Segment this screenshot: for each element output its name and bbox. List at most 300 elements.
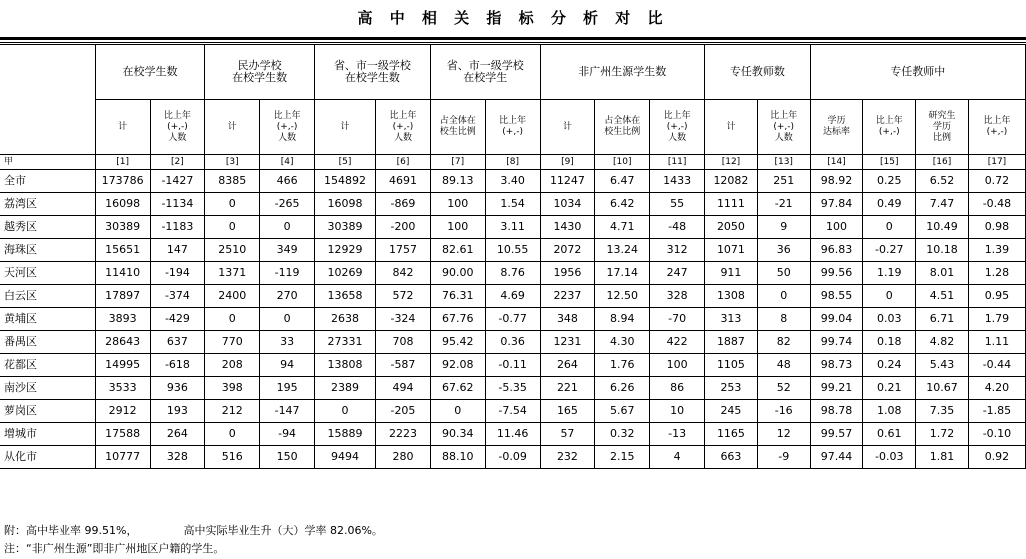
corner-cell xyxy=(0,45,95,155)
table-cell: 2237 xyxy=(540,285,595,308)
table-cell: 0.03 xyxy=(863,308,916,331)
table-cell: 16098 xyxy=(315,193,376,216)
district-name: 白云区 xyxy=(0,285,95,308)
table-cell: 195 xyxy=(260,377,315,400)
table-cell: 1887 xyxy=(705,331,758,354)
table-cell: 3.40 xyxy=(485,170,540,193)
table-cell: 313 xyxy=(705,308,758,331)
table-cell: 14995 xyxy=(95,354,150,377)
sub-header-9: 占全体在 校生比例 xyxy=(595,100,650,155)
table-cell: 1.08 xyxy=(863,400,916,423)
table-cell: 328 xyxy=(650,285,705,308)
table-cell: 5.67 xyxy=(595,400,650,423)
table-cell: 97.44 xyxy=(810,446,863,469)
table-cell: 708 xyxy=(376,331,431,354)
table-cell: 3.11 xyxy=(485,216,540,239)
table-cell: 30389 xyxy=(95,216,150,239)
table-cell: 280 xyxy=(376,446,431,469)
table-cell: 2638 xyxy=(315,308,376,331)
table-cell: 11247 xyxy=(540,170,595,193)
table-cell: -0.77 xyxy=(485,308,540,331)
column-code: 甲 xyxy=(0,155,95,170)
table-cell: -869 xyxy=(376,193,431,216)
table-cell: 0.18 xyxy=(863,331,916,354)
table-cell: 6.42 xyxy=(595,193,650,216)
table-row xyxy=(0,377,1026,400)
table-cell: 1.79 xyxy=(968,308,1025,331)
table-cell: 0 xyxy=(430,400,485,423)
table-cell: 1165 xyxy=(705,423,758,446)
table-cell: 90.00 xyxy=(430,262,485,285)
table-cell: -587 xyxy=(376,354,431,377)
table-cell: 4 xyxy=(650,446,705,469)
table-cell: 12 xyxy=(757,423,810,446)
table-cell: 3533 xyxy=(95,377,150,400)
table-cell: 663 xyxy=(705,446,758,469)
table-row xyxy=(0,170,1026,193)
table-cell: 348 xyxy=(540,308,595,331)
column-code: [16] xyxy=(916,155,969,170)
header-group-2: 省、市一级学校 在校学生数 xyxy=(315,45,431,100)
table-cell: 4.30 xyxy=(595,331,650,354)
table-cell: 2.15 xyxy=(595,446,650,469)
table-cell: 90.34 xyxy=(430,423,485,446)
table-cell: 4.69 xyxy=(485,285,540,308)
table-cell: 96.83 xyxy=(810,239,863,262)
table-cell: -9 xyxy=(757,446,810,469)
table-cell: 842 xyxy=(376,262,431,285)
table-cell: 13808 xyxy=(315,354,376,377)
sub-header-3: 比上年 (+,-) 人数 xyxy=(260,100,315,155)
table-cell: 1.54 xyxy=(485,193,540,216)
page-title: 高 中 相 关 指 标 分 析 对 比 xyxy=(357,9,669,27)
table-cell: 0.36 xyxy=(485,331,540,354)
table-cell: 328 xyxy=(150,446,205,469)
table-cell: 232 xyxy=(540,446,595,469)
table-cell: 12.50 xyxy=(595,285,650,308)
table-cell: 245 xyxy=(705,400,758,423)
table-cell: 0.24 xyxy=(863,354,916,377)
table-cell: 4.71 xyxy=(595,216,650,239)
table-cell: 247 xyxy=(650,262,705,285)
table-cell: 0.95 xyxy=(968,285,1025,308)
header-group-row xyxy=(0,45,1026,100)
table-cell: 4691 xyxy=(376,170,431,193)
table-cell: 88.10 xyxy=(430,446,485,469)
table-cell: 8385 xyxy=(205,170,260,193)
table-cell: -147 xyxy=(260,400,315,423)
district-name: 黄埔区 xyxy=(0,308,95,331)
table-cell: 97.84 xyxy=(810,193,863,216)
table-cell: 48 xyxy=(757,354,810,377)
table-cell: -265 xyxy=(260,193,315,216)
table-cell: 0 xyxy=(260,216,315,239)
table-cell: 1034 xyxy=(540,193,595,216)
district-name: 增城市 xyxy=(0,423,95,446)
sub-header-1: 比上年 (+,-) 人数 xyxy=(150,100,205,155)
sub-header-4: 计 xyxy=(315,100,376,155)
table-cell: -0.44 xyxy=(968,354,1025,377)
table-cell: -194 xyxy=(150,262,205,285)
table-cell: 8 xyxy=(757,308,810,331)
title-bar xyxy=(0,0,1026,36)
table-cell: -0.03 xyxy=(863,446,916,469)
table-cell: 55 xyxy=(650,193,705,216)
table-cell: -374 xyxy=(150,285,205,308)
table-cell: 28643 xyxy=(95,331,150,354)
enrollment-rate-note: 高中实际毕业生升（大）学率 82.06%。 xyxy=(183,524,383,537)
district-name: 全市 xyxy=(0,170,95,193)
table-cell: -618 xyxy=(150,354,205,377)
table-cell: 0 xyxy=(260,308,315,331)
indicator-table xyxy=(0,44,1026,469)
table-cell: -1183 xyxy=(150,216,205,239)
table-cell: 100 xyxy=(650,354,705,377)
sub-header-5: 比上年 (+,-) 人数 xyxy=(376,100,431,155)
table-cell: 7.35 xyxy=(916,400,969,423)
table-cell: 17.14 xyxy=(595,262,650,285)
table-cell: 2389 xyxy=(315,377,376,400)
table-cell: -119 xyxy=(260,262,315,285)
table-row xyxy=(0,446,1026,469)
table-cell: 0.98 xyxy=(968,216,1025,239)
table-cell: 1.39 xyxy=(968,239,1025,262)
table-cell: 0.72 xyxy=(968,170,1025,193)
table-cell: 1430 xyxy=(540,216,595,239)
table-cell: 165 xyxy=(540,400,595,423)
table-cell: 154892 xyxy=(315,170,376,193)
sub-header-13: 学历 达标率 xyxy=(810,100,863,155)
table-cell: 1.28 xyxy=(968,262,1025,285)
table-cell: 76.31 xyxy=(430,285,485,308)
table-cell: 6.47 xyxy=(595,170,650,193)
header-group-3: 省、市一级学校 在校学生 xyxy=(430,45,540,100)
table-cell: 10.18 xyxy=(916,239,969,262)
table-cell: 98.92 xyxy=(810,170,863,193)
column-code: [15] xyxy=(863,155,916,170)
table-cell: 50 xyxy=(757,262,810,285)
column-code: [2] xyxy=(150,155,205,170)
table-cell: 11410 xyxy=(95,262,150,285)
header-group-1: 民办学校 在校学生数 xyxy=(205,45,315,100)
table-cell: 15651 xyxy=(95,239,150,262)
column-code: [13] xyxy=(757,155,810,170)
header-sub-row xyxy=(0,100,1026,155)
sub-header-14: 比上年 (+,-) xyxy=(863,100,916,155)
table-cell: -0.48 xyxy=(968,193,1025,216)
table-cell: 89.13 xyxy=(430,170,485,193)
table-cell: 2400 xyxy=(205,285,260,308)
table-cell: -1134 xyxy=(150,193,205,216)
table-cell: -16 xyxy=(757,400,810,423)
table-cell: 99.04 xyxy=(810,308,863,331)
table-cell: 4.20 xyxy=(968,377,1025,400)
table-cell: 99.56 xyxy=(810,262,863,285)
table-cell: 1956 xyxy=(540,262,595,285)
table-cell: 2510 xyxy=(205,239,260,262)
table-cell: 6.71 xyxy=(916,308,969,331)
table-cell: 4.51 xyxy=(916,285,969,308)
table-cell: 10.49 xyxy=(916,216,969,239)
sub-header-15: 研究生 学历 比例 xyxy=(916,100,969,155)
table-cell: 94 xyxy=(260,354,315,377)
table-cell: 10.67 xyxy=(916,377,969,400)
table-cell: 95.42 xyxy=(430,331,485,354)
footnote-attachment xyxy=(0,522,1026,540)
table-cell: 92.08 xyxy=(430,354,485,377)
table-cell: 99.74 xyxy=(810,331,863,354)
table-cell: -21 xyxy=(757,193,810,216)
table-cell: -0.27 xyxy=(863,239,916,262)
table-cell: 17897 xyxy=(95,285,150,308)
sub-header-10: 比上年 (+,-) 人数 xyxy=(650,100,705,155)
title-rule-thin xyxy=(0,42,1026,43)
table-cell: 398 xyxy=(205,377,260,400)
sub-header-12: 比上年 (+,-) 人数 xyxy=(757,100,810,155)
table-cell: 99.21 xyxy=(810,377,863,400)
table-row xyxy=(0,239,1026,262)
column-code: [1] xyxy=(95,155,150,170)
sub-header-0: 计 xyxy=(95,100,150,155)
header-group-4: 非广州生源学生数 xyxy=(540,45,705,100)
district-name: 番禺区 xyxy=(0,331,95,354)
table-cell: 17588 xyxy=(95,423,150,446)
column-code: [10] xyxy=(595,155,650,170)
table-cell: 516 xyxy=(205,446,260,469)
table-cell: 1071 xyxy=(705,239,758,262)
table-cell: 12082 xyxy=(705,170,758,193)
table-cell: 770 xyxy=(205,331,260,354)
district-name: 花都区 xyxy=(0,354,95,377)
district-name: 南沙区 xyxy=(0,377,95,400)
sub-header-2: 计 xyxy=(205,100,260,155)
header-group-6: 专任教师中 xyxy=(810,45,1025,100)
table-cell: 67.62 xyxy=(430,377,485,400)
table-cell: 30389 xyxy=(315,216,376,239)
table-cell: 2223 xyxy=(376,423,431,446)
table-cell: 1.76 xyxy=(595,354,650,377)
table-cell: 2050 xyxy=(705,216,758,239)
table-cell: 1.81 xyxy=(916,446,969,469)
table-cell: 9 xyxy=(757,216,810,239)
column-code: [12] xyxy=(705,155,758,170)
table-cell: 637 xyxy=(150,331,205,354)
table-cell: 0.32 xyxy=(595,423,650,446)
table-cell: 8.76 xyxy=(485,262,540,285)
table-cell: 67.76 xyxy=(430,308,485,331)
table-cell: 1105 xyxy=(705,354,758,377)
table-row xyxy=(0,262,1026,285)
sub-header-8: 计 xyxy=(540,100,595,155)
column-code: [4] xyxy=(260,155,315,170)
column-code-row xyxy=(0,155,1026,170)
table-cell: 1.19 xyxy=(863,262,916,285)
column-code: [11] xyxy=(650,155,705,170)
header-group-0: 在校学生数 xyxy=(95,45,205,100)
table-cell: -0.11 xyxy=(485,354,540,377)
table-body xyxy=(0,155,1026,469)
table-cell: 264 xyxy=(540,354,595,377)
table-cell: 98.78 xyxy=(810,400,863,423)
table-cell: 0 xyxy=(863,285,916,308)
table-cell: 82.61 xyxy=(430,239,485,262)
table-cell: 15889 xyxy=(315,423,376,446)
table-cell: 98.73 xyxy=(810,354,863,377)
table-row xyxy=(0,308,1026,331)
table-cell: 270 xyxy=(260,285,315,308)
table-cell: 8.94 xyxy=(595,308,650,331)
table-row xyxy=(0,400,1026,423)
table-cell: -1427 xyxy=(150,170,205,193)
table-cell: 36 xyxy=(757,239,810,262)
column-code: [17] xyxy=(968,155,1025,170)
header-group-5: 专任教师数 xyxy=(705,45,811,100)
table-cell: 10.55 xyxy=(485,239,540,262)
table-cell: 10269 xyxy=(315,262,376,285)
table-cell: -0.09 xyxy=(485,446,540,469)
table-cell: 422 xyxy=(650,331,705,354)
district-name: 越秀区 xyxy=(0,216,95,239)
table-cell: 193 xyxy=(150,400,205,423)
table-cell: 10777 xyxy=(95,446,150,469)
table-cell: 0 xyxy=(205,308,260,331)
table-cell: 1.11 xyxy=(968,331,1025,354)
table-cell: 312 xyxy=(650,239,705,262)
table-cell: -324 xyxy=(376,308,431,331)
table-cell: 57 xyxy=(540,423,595,446)
table-cell: -205 xyxy=(376,400,431,423)
table-cell: 466 xyxy=(260,170,315,193)
sub-header-16: 比上年 (+,-) xyxy=(968,100,1025,155)
table-cell: 936 xyxy=(150,377,205,400)
table-row xyxy=(0,354,1026,377)
table-cell: 212 xyxy=(205,400,260,423)
table-cell: -7.54 xyxy=(485,400,540,423)
column-code: [5] xyxy=(315,155,376,170)
table-cell: 147 xyxy=(150,239,205,262)
table-row xyxy=(0,423,1026,446)
table-cell: 7.47 xyxy=(916,193,969,216)
table-cell: 10 xyxy=(650,400,705,423)
graduation-rate-note: 附：高中毕业率 99.51%， xyxy=(4,524,138,537)
table-cell: -94 xyxy=(260,423,315,446)
table-cell: 5.43 xyxy=(916,354,969,377)
column-code: [3] xyxy=(205,155,260,170)
table-row xyxy=(0,216,1026,239)
title-rule-thick xyxy=(0,37,1026,40)
table-cell: 99.57 xyxy=(810,423,863,446)
table-cell: 27331 xyxy=(315,331,376,354)
table-cell: 349 xyxy=(260,239,315,262)
table-cell: 0 xyxy=(315,400,376,423)
sub-header-6: 占全体在 校生比例 xyxy=(430,100,485,155)
table-cell: 0.49 xyxy=(863,193,916,216)
table-cell: -429 xyxy=(150,308,205,331)
district-name: 从化市 xyxy=(0,446,95,469)
table-cell: 16098 xyxy=(95,193,150,216)
table-cell: 221 xyxy=(540,377,595,400)
sub-header-11: 计 xyxy=(705,100,758,155)
table-cell: 251 xyxy=(757,170,810,193)
table-cell: 52 xyxy=(757,377,810,400)
table-cell: 1111 xyxy=(705,193,758,216)
table-cell: 494 xyxy=(376,377,431,400)
table-cell: -48 xyxy=(650,216,705,239)
table-cell: 2912 xyxy=(95,400,150,423)
table-cell: 13658 xyxy=(315,285,376,308)
table-cell: 208 xyxy=(205,354,260,377)
district-name: 海珠区 xyxy=(0,239,95,262)
sub-header-7: 比上年 (+,-) xyxy=(485,100,540,155)
table-cell: 33 xyxy=(260,331,315,354)
footnote-definition: 注：“非广州生源”即非广州地区户籍的学生。 xyxy=(4,542,225,555)
column-code: [9] xyxy=(540,155,595,170)
table-cell: 8.01 xyxy=(916,262,969,285)
table-cell: 9494 xyxy=(315,446,376,469)
table-cell: 1757 xyxy=(376,239,431,262)
table-cell: -13 xyxy=(650,423,705,446)
table-cell: 4.82 xyxy=(916,331,969,354)
table-cell: 2072 xyxy=(540,239,595,262)
table-row xyxy=(0,331,1026,354)
table-cell: 173786 xyxy=(95,170,150,193)
table-cell: 911 xyxy=(705,262,758,285)
table-cell: 100 xyxy=(430,216,485,239)
table-cell: 0 xyxy=(757,285,810,308)
table-cell: 100 xyxy=(810,216,863,239)
table-cell: -200 xyxy=(376,216,431,239)
district-name: 天河区 xyxy=(0,262,95,285)
table-cell: 13.24 xyxy=(595,239,650,262)
table-cell: 0 xyxy=(205,423,260,446)
table-cell: -1.85 xyxy=(968,400,1025,423)
column-code: [8] xyxy=(485,155,540,170)
column-code: [6] xyxy=(376,155,431,170)
table-cell: 0.25 xyxy=(863,170,916,193)
table-cell: 82 xyxy=(757,331,810,354)
table-cell: 0.61 xyxy=(863,423,916,446)
table-row xyxy=(0,285,1026,308)
table-cell: 1371 xyxy=(205,262,260,285)
table-cell: 11.46 xyxy=(485,423,540,446)
table-cell: 0 xyxy=(863,216,916,239)
table-cell: 264 xyxy=(150,423,205,446)
column-code: [7] xyxy=(430,155,485,170)
district-name: 荔湾区 xyxy=(0,193,95,216)
table-cell: 1.72 xyxy=(916,423,969,446)
table-cell: 0.92 xyxy=(968,446,1025,469)
table-cell: 0 xyxy=(205,193,260,216)
table-cell: 1433 xyxy=(650,170,705,193)
table-cell: 1231 xyxy=(540,331,595,354)
table-cell: 86 xyxy=(650,377,705,400)
table-cell: 572 xyxy=(376,285,431,308)
column-code: [14] xyxy=(810,155,863,170)
table-cell: 253 xyxy=(705,377,758,400)
table-cell: 3893 xyxy=(95,308,150,331)
district-name: 萝岗区 xyxy=(0,400,95,423)
table-cell: 1308 xyxy=(705,285,758,308)
footnotes xyxy=(0,522,1026,558)
table-cell: 150 xyxy=(260,446,315,469)
table-cell: -70 xyxy=(650,308,705,331)
table-cell: 100 xyxy=(430,193,485,216)
table-row xyxy=(0,193,1026,216)
table-cell: 0 xyxy=(205,216,260,239)
table-cell: -0.10 xyxy=(968,423,1025,446)
table-cell: -5.35 xyxy=(485,377,540,400)
table-cell: 12929 xyxy=(315,239,376,262)
